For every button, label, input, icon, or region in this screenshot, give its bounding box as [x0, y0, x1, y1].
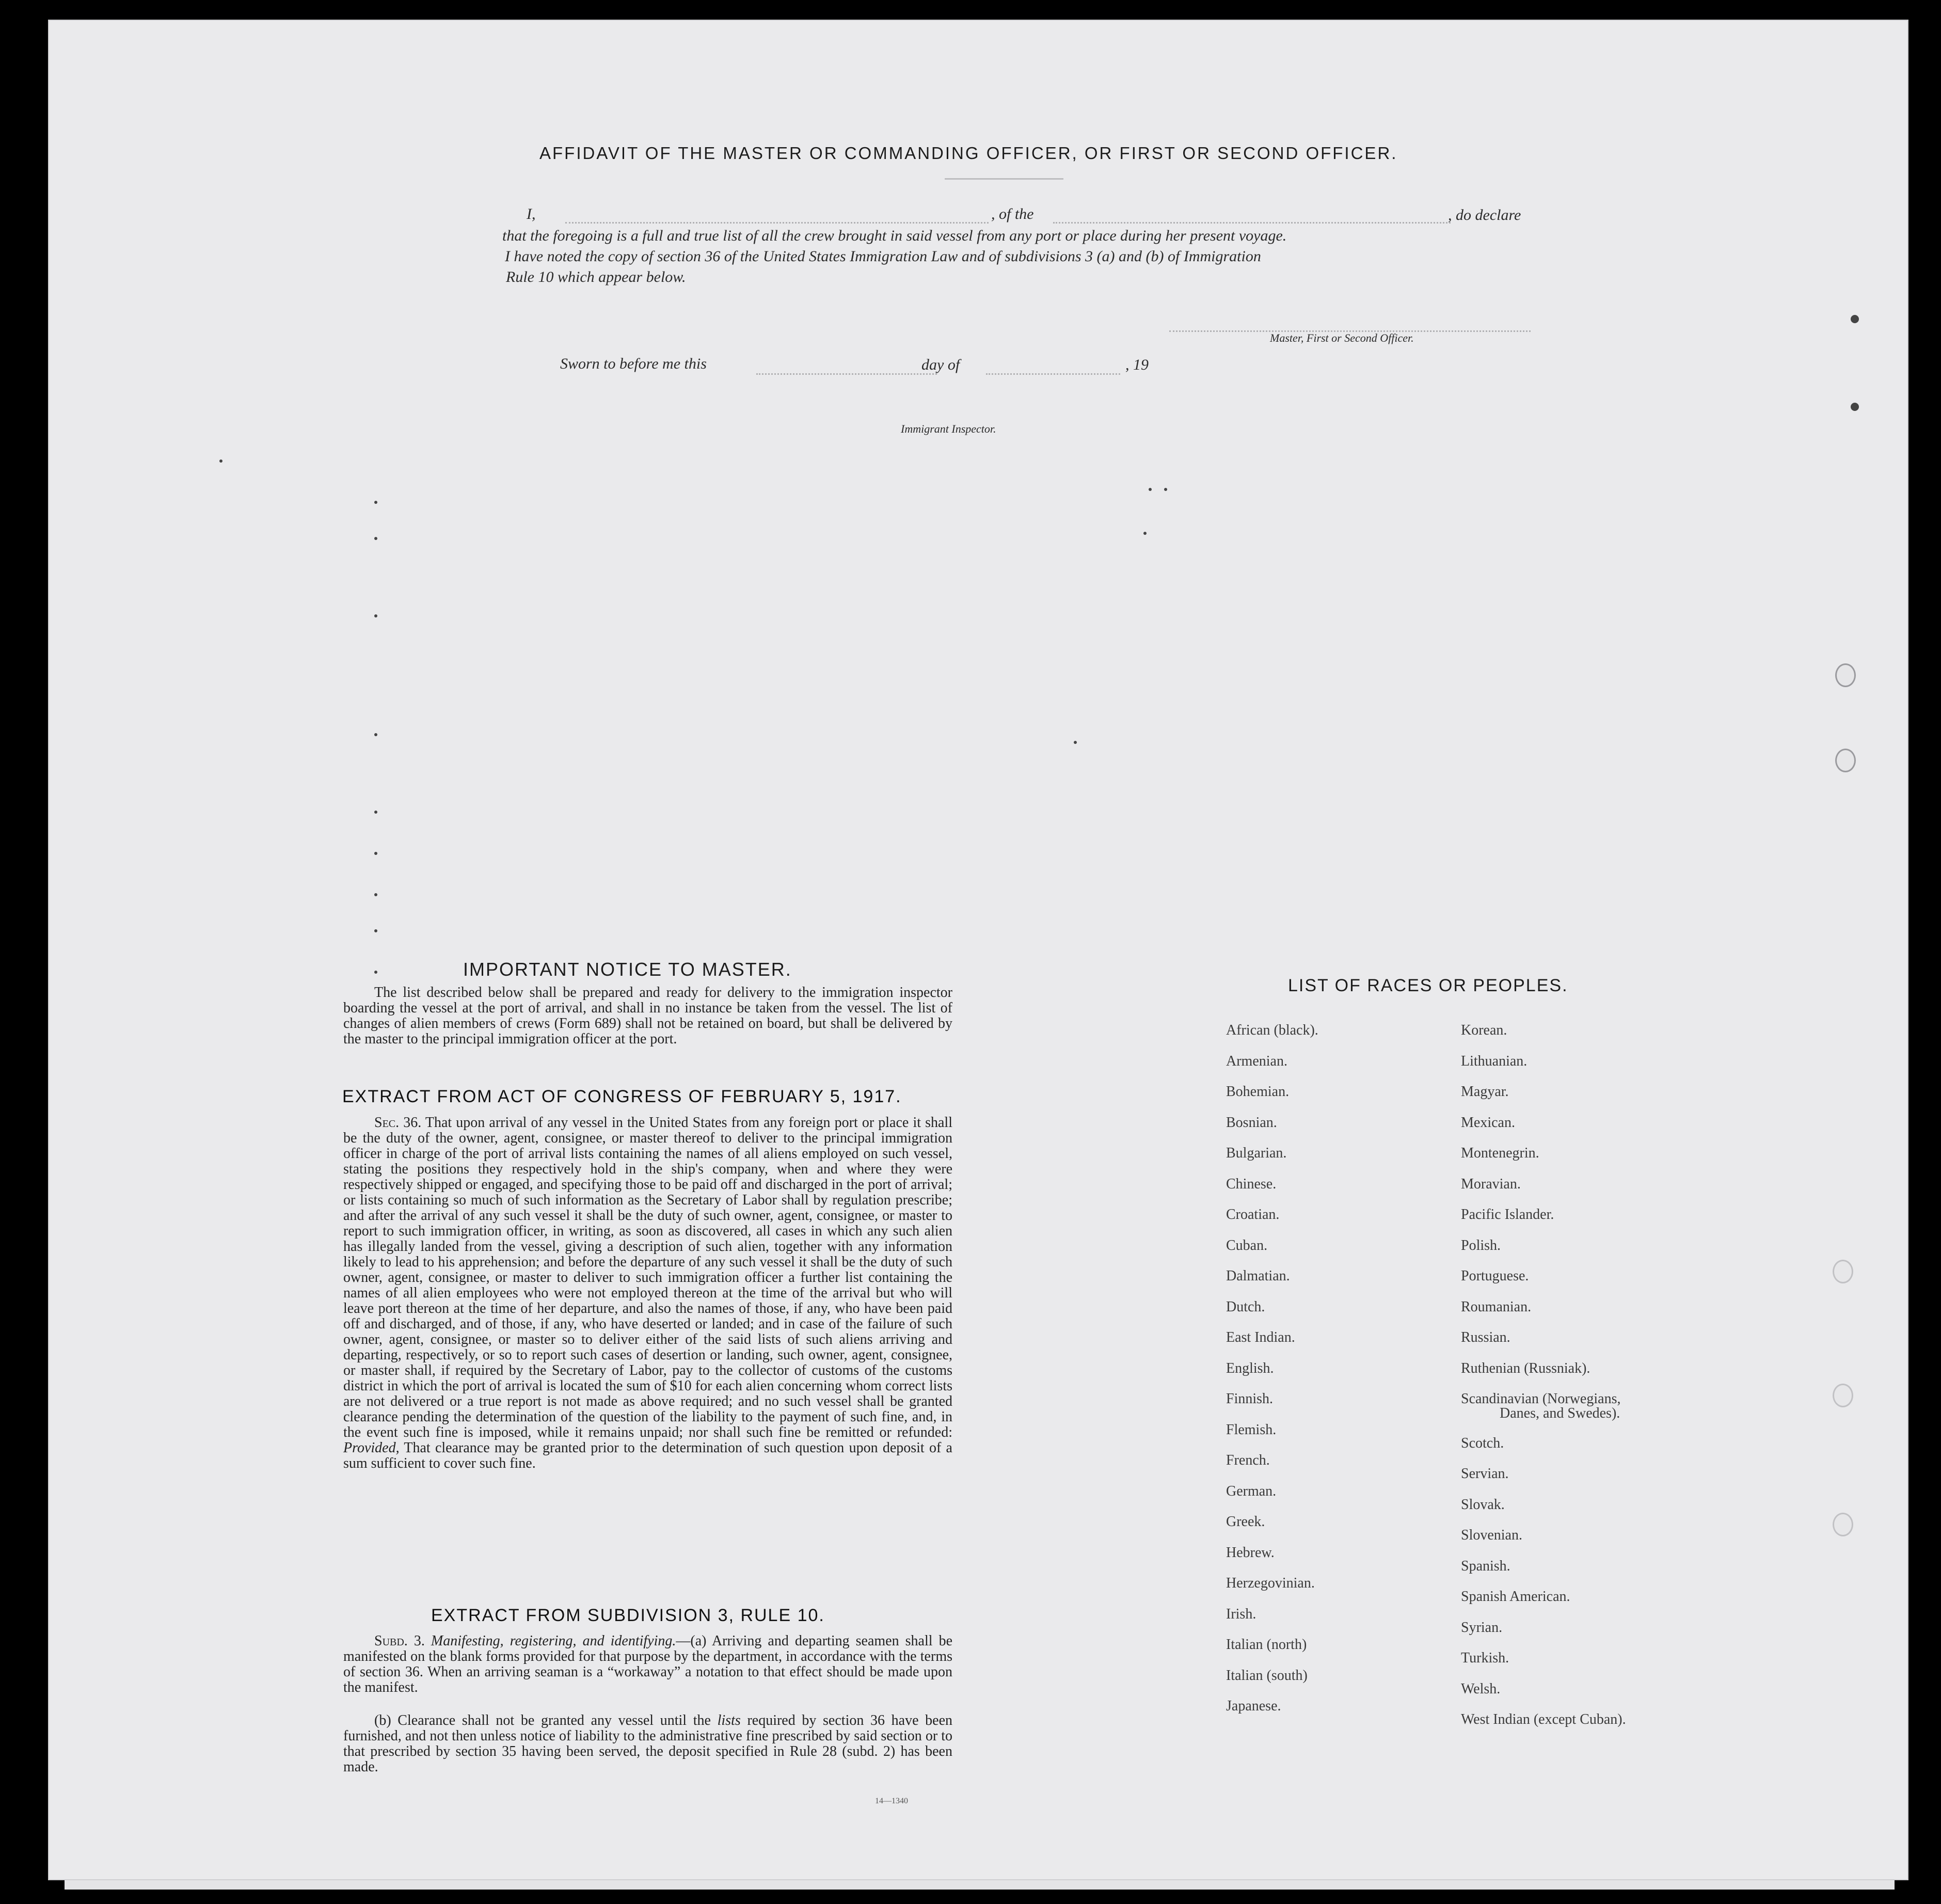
inspector-caption: Immigrant Inspector. [901, 422, 996, 435]
provided-word: Provided, [343, 1440, 400, 1456]
speck [374, 852, 377, 855]
affidavit-line-3: I have noted the copy of section 36 of the United States Immigration Law and of subdivisions 3 (a) and (b) of Immigration [505, 248, 1261, 265]
section-text: That upon arrival of any vessel in the United States from any foreign port or place it shall be the duty of the owner, agent, consignee, or master thereof to deliver to the principal immigration officer in charge of the port of arrival lists containing the names of all aliens employed on such vessel, stating the positions they respectively hold in the ship's company, when and where they were respectively shipped or engaged, and specifying those to be paid off and discharged in the port of arrival; or lists containing so much of such information as the Secretary of Labor shall by regulation prescribe; and after the arrival of any such vessel it shall be the duty of such owner, agent, consignee, or master to report to such immigration officer, in writing, as soon as discovered, all cases in which any such alien has illegally landed from the vessel, giving a description of such alien, together with any information likely to lead to his apprehension; and before the departure of any such vessel it shall be the duty of such owner, agent, consignee, or master to deliver to such immigration officer a further list containing the names of all alien employees who were not employed thereon at the time of the arrival but who will leave port thereon at the time of her departure, and also the names of those, if any, who have been paid off and discharged, and of those, if any, who have deserted or landed; and in case of the failure of such owner, agent, consignee, or master so to deliver either of the said lists of such aliens arriving and departing, respectively, or so to report such cases of desertion or landing, such owner, agent, consignee, or master shall, if required by the Secretary of Labor, pay to the collector of customs of the customs district in which the port of arrival is located the sum of $10 for each alien concerning whom correct lists are not delivered or a true report is not made as above required; and no such vessel shall be granted clearance pending the determination of the question of the liability to the payment of such fine, and, in the event such fine is imposed, while it remains unpaid; nor shall such fine be remitted or refunded: [343, 1115, 952, 1440]
vessel-blank [1053, 222, 1451, 224]
race-item: Cuban. [1226, 1237, 1268, 1254]
race-item: Dalmatian. [1226, 1268, 1290, 1284]
race-item: Polish. [1461, 1237, 1501, 1254]
speck [374, 614, 377, 617]
speck [1074, 741, 1077, 744]
document-page [49, 21, 1907, 1879]
race-item: Italian (south) [1226, 1667, 1308, 1684]
rule-para-b [343, 1713, 952, 1775]
speck [1851, 315, 1859, 323]
races-title: LIST OF RACES OR PEOPLES. [1288, 976, 1568, 995]
race-item: Moravian. [1461, 1176, 1521, 1192]
race-item: Servian. [1461, 1466, 1509, 1482]
race-item: Hebrew. [1226, 1544, 1275, 1561]
race-item: Finnish. [1226, 1391, 1274, 1407]
race-item: Turkish. [1461, 1650, 1509, 1666]
race-item: Greek. [1226, 1514, 1265, 1530]
race-item: Chinese. [1226, 1176, 1277, 1192]
binding-hole [1833, 1260, 1853, 1283]
race-item: Armenian. [1226, 1053, 1287, 1069]
race-item: Bulgarian. [1226, 1145, 1287, 1161]
binding-hole [1833, 1384, 1853, 1407]
section-text-end: That clearance may be granted prior to the determination of such question upon deposit of a sum sufficient to cover such fine. [343, 1440, 952, 1471]
race-item: Pacific Islander. [1461, 1207, 1554, 1223]
speck [1851, 403, 1859, 411]
race-item: Mexican. [1461, 1114, 1515, 1131]
act-extract-body [343, 1115, 952, 1471]
speck [374, 929, 377, 932]
affidavit-of-the: , of the [991, 205, 1034, 223]
year-label: , 19 [1125, 356, 1149, 373]
affidavit-title: AFFIDAVIT OF THE MASTER OR COMMANDING OFFICER, OR FIRST OR SECOND OFFICER. [539, 144, 1398, 163]
race-item: Lithuanian. [1461, 1053, 1528, 1069]
speck [374, 501, 377, 504]
race-item: Scotch. [1461, 1435, 1504, 1451]
speck [1164, 488, 1167, 491]
race-item: Spanish. [1461, 1558, 1510, 1574]
rule-extract-title: EXTRACT FROM SUBDIVISION 3, RULE 10. [431, 1606, 825, 1625]
race-item: Spanish American. [1461, 1589, 1570, 1605]
race-item: Montenegrin. [1461, 1145, 1539, 1161]
para-b-start: (b) Clearance shall not be granted any vessel until the [374, 1712, 711, 1728]
race-item: German. [1226, 1483, 1277, 1499]
race-item: Japanese. [1226, 1698, 1281, 1714]
name-blank [565, 222, 989, 224]
race-item: Herzegovinian. [1226, 1575, 1315, 1591]
race-item: Irish. [1226, 1606, 1256, 1622]
section-label: Sec. 36. [374, 1115, 422, 1131]
affidavit-do-declare: , do declare [1448, 207, 1521, 224]
race-item: Dutch. [1226, 1298, 1265, 1315]
race-item: Scandinavian (Norwegians, [1461, 1391, 1621, 1407]
affidavit-i-label: I, [527, 205, 536, 223]
master-caption: Master, First or Second Officer. [1270, 331, 1414, 344]
race-item: Croatian. [1226, 1207, 1280, 1223]
notice-title: IMPORTANT NOTICE TO MASTER. [463, 959, 792, 980]
binding-hole [1833, 1513, 1853, 1536]
race-item: Welsh. [1461, 1680, 1501, 1697]
race-item: African (black). [1226, 1022, 1318, 1038]
sworn-month-blank [986, 373, 1120, 375]
speck [374, 893, 377, 896]
race-item: Slovenian. [1461, 1527, 1522, 1543]
race-item: Roumanian. [1461, 1298, 1532, 1315]
subd-label: Subd. 3. [374, 1633, 425, 1649]
form-number: 14—1340 [875, 1797, 908, 1805]
para-b-end: required by section 36 have been furnished, and not then unless notice of liability to the administrative fine prescribed by said section or to that prescribed by section 35 having been served, the deposit specified in Rule 28 (subd. 2) has been made. [343, 1712, 953, 1775]
act-extract-title: EXTRACT FROM ACT OF CONGRESS OF FEBRUARY 5, 1917. [342, 1087, 902, 1106]
race-item: Italian (north) [1226, 1637, 1307, 1653]
notice-body: The list described below shall be prepared and ready for delivery to the immigration inspector boarding the vessel at the port of arrival, and shall in no instance be taken from the vessel. The list of changes of alien members of crews (Form 689) shall not be retained on board, but shall be delivered by the master to the principal immigration officer at the port. [343, 985, 952, 1047]
race-item: Bosnian. [1226, 1114, 1277, 1131]
rule-para-a [343, 1633, 952, 1695]
speck [1149, 488, 1152, 491]
title-rule [945, 178, 1063, 180]
race-item: Slovak. [1461, 1496, 1505, 1513]
race-item: West Indian (except Cuban). [1461, 1711, 1626, 1727]
day-of-label: day of [921, 356, 960, 373]
race-item: East Indian. [1226, 1329, 1295, 1345]
race-item: Syrian. [1461, 1619, 1503, 1636]
speck [374, 971, 377, 974]
race-item: Magyar. [1461, 1084, 1509, 1100]
speck [219, 459, 222, 463]
race-item: French. [1226, 1452, 1270, 1468]
race-item: Korean. [1461, 1022, 1507, 1038]
race-item: Russian. [1461, 1329, 1510, 1345]
para-a-text: —(a) Arriving and departing seamen shall be manifested on the blank forms provided for that purpose by the department, in accordance with the terms of section 36. When an arriving seaman is a “workaway” a notation to that effect should be made upon the manifest. [343, 1633, 952, 1695]
binding-hole [1835, 749, 1856, 772]
race-item: Ruthenian (Russniak). [1461, 1360, 1590, 1376]
race-item: Bohemian. [1226, 1084, 1290, 1100]
speck [374, 733, 377, 736]
speck [1143, 532, 1147, 535]
binding-hole [1835, 663, 1856, 687]
subd-heading: Manifesting, registering, and identifying. [431, 1633, 676, 1649]
race-item: Danes, and Swedes). [1500, 1405, 1620, 1421]
affidavit-line-2: that the foregoing is a full and true list of all the crew brought in said vessel from any port or place during her present voyage. [502, 227, 1287, 244]
race-item: English. [1226, 1360, 1274, 1376]
sworn-day-blank [756, 373, 937, 375]
affidavit-line-4: Rule 10 which appear below. [506, 268, 686, 285]
speck [374, 537, 377, 540]
sworn-label: Sworn to before me this [560, 355, 707, 372]
speck [374, 811, 377, 814]
race-item: Portuguese. [1461, 1268, 1529, 1284]
para-b-lists: lists [717, 1712, 741, 1728]
race-item: Flemish. [1226, 1421, 1277, 1438]
